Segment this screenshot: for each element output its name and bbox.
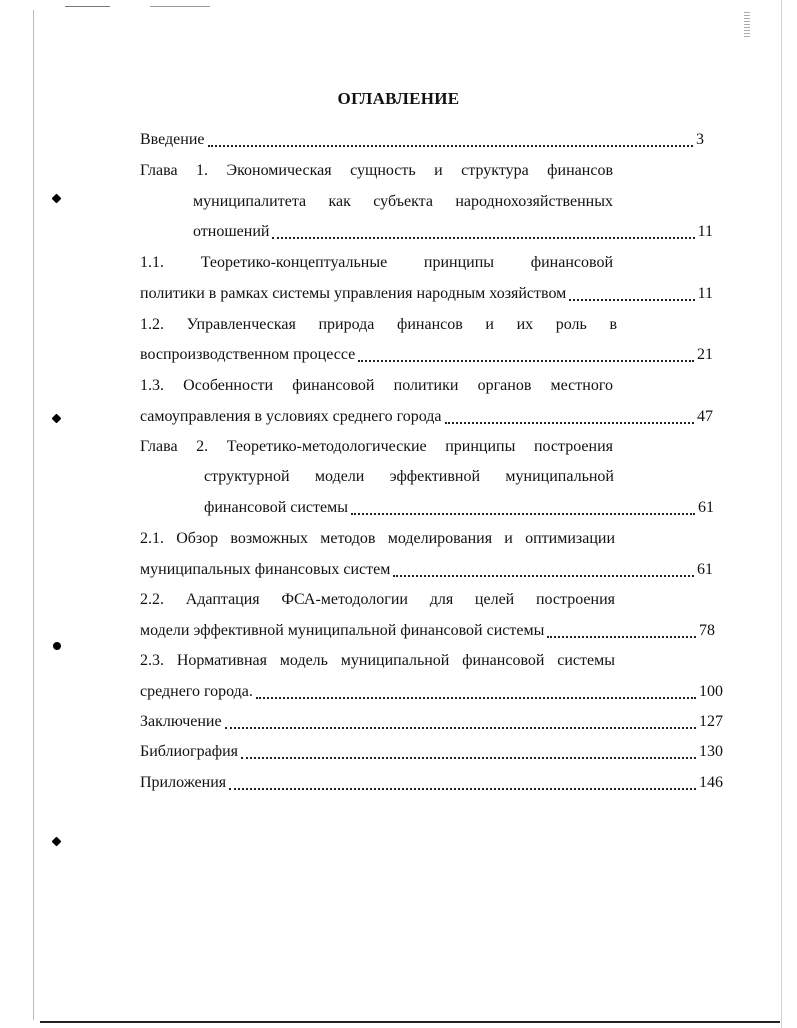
toc-chapter1-line2[interactable]: муниципалитета как субъекта народнохозяйственных xyxy=(193,193,613,210)
toc-page-number: 146 xyxy=(699,774,723,791)
toc-leader-dots xyxy=(256,680,696,699)
toc-section-2-3-line1[interactable]: 2.3. Нормативная модель муниципальной финансовой системы xyxy=(140,652,615,669)
toc-leader-dots xyxy=(569,282,694,301)
toc-page-number: 3 xyxy=(696,131,704,148)
toc-entry-text: воспроизводственном процессе xyxy=(140,346,356,363)
binder-hole-icon xyxy=(52,837,62,847)
toc-section-2-1-line2[interactable] xyxy=(140,558,713,582)
toc-section-2-1-line1[interactable]: 2.1. Обзор возможных методов моделирования и оптимизации xyxy=(140,530,615,547)
toc-leader-dots xyxy=(241,740,696,759)
toc-chapter1-line3[interactable] xyxy=(193,220,713,244)
toc-section-2-2-line2[interactable] xyxy=(140,619,715,643)
toc-entry-text: самоуправления в условиях среднего города xyxy=(140,408,442,425)
toc-page-number: 47 xyxy=(697,408,713,425)
page-left-border xyxy=(33,10,34,1020)
binder-hole-icon xyxy=(52,194,62,204)
toc-entry-conclusion[interactable] xyxy=(140,710,723,734)
toc-entry-text: отношений xyxy=(193,223,270,240)
toc-entry-text: Библиография xyxy=(140,743,238,760)
page-title: ОГЛАВЛЕНИЕ xyxy=(337,89,460,108)
toc-leader-dots xyxy=(547,619,696,638)
binder-hole-icon xyxy=(52,414,62,424)
toc-entry-text: политики в рамках системы управления народным хозяйством xyxy=(140,285,567,302)
toc-page-number: 130 xyxy=(699,743,723,760)
toc-leader-dots xyxy=(393,558,694,577)
toc-leader-dots xyxy=(445,405,694,424)
scan-edge-mark xyxy=(65,6,110,7)
toc-chapter1-line1[interactable]: Глава 1. Экономическая сущность и структура финансов xyxy=(140,162,613,179)
toc-entry-intro[interactable] xyxy=(140,128,704,152)
toc-entry-text: модели эффективной муниципальной финансовой системы xyxy=(140,622,545,639)
toc-section-2-2-line1[interactable]: 2.2. Адаптация ФСА-методологии для целей построения xyxy=(140,591,615,608)
toc-entry-text: Заключение xyxy=(140,713,222,730)
toc-entry-text: финансовой системы xyxy=(204,499,348,516)
toc-leader-dots xyxy=(272,220,694,239)
toc-chapter2-line2[interactable]: структурной модели эффективной муниципальной xyxy=(204,468,614,485)
binder-hole-icon xyxy=(53,642,61,650)
toc-entry-text: Введение xyxy=(140,131,205,148)
toc-page-number: 61 xyxy=(698,499,714,516)
toc-page-number: 127 xyxy=(699,713,723,730)
toc-section-1-3-line2[interactable] xyxy=(140,405,713,429)
toc-section-1-2-line1[interactable]: 1.2. Управленческая природа финансов и их роль в xyxy=(140,316,617,333)
toc-page-number: 78 xyxy=(699,622,715,639)
toc-section-1-2-line2[interactable] xyxy=(140,343,713,367)
toc-leader-dots xyxy=(229,771,696,790)
toc-page-number: 11 xyxy=(697,285,713,302)
toc-leader-dots xyxy=(208,128,694,147)
scan-edge-mark xyxy=(150,6,210,7)
toc-section-1-1-line2[interactable] xyxy=(140,282,713,306)
toc-leader-dots xyxy=(351,496,695,515)
toc-leader-dots xyxy=(358,343,694,362)
toc-section-2-3-line2[interactable] xyxy=(140,680,723,704)
toc-entry-appendices[interactable] xyxy=(140,771,723,795)
toc-page-number: 61 xyxy=(697,561,713,578)
toc-entry-bibliography[interactable] xyxy=(140,740,723,764)
toc-page-number: 100 xyxy=(699,683,723,700)
page-right-border xyxy=(781,0,782,1028)
toc-page-number: 11 xyxy=(697,223,713,240)
toc-page-number: 21 xyxy=(697,346,713,363)
toc-entry-text: муниципальных финансовых систем xyxy=(140,561,391,578)
toc-section-1-1-line1[interactable]: 1.1. Теоретико-концептуальные принципы финансовой xyxy=(140,254,613,271)
toc-chapter2-line1[interactable]: Глава 2. Теоретико-методологические принципы построения xyxy=(140,438,613,455)
toc-entry-text: среднего города. xyxy=(140,683,253,700)
page-bottom-border xyxy=(40,1021,780,1023)
scan-noise-mark xyxy=(744,12,750,38)
toc-entry-text: Приложения xyxy=(140,774,227,791)
toc-leader-dots xyxy=(225,710,696,729)
toc-section-1-3-line1[interactable]: 1.3. Особенности финансовой политики органов местного xyxy=(140,377,613,394)
toc-chapter2-line3[interactable] xyxy=(204,496,714,520)
